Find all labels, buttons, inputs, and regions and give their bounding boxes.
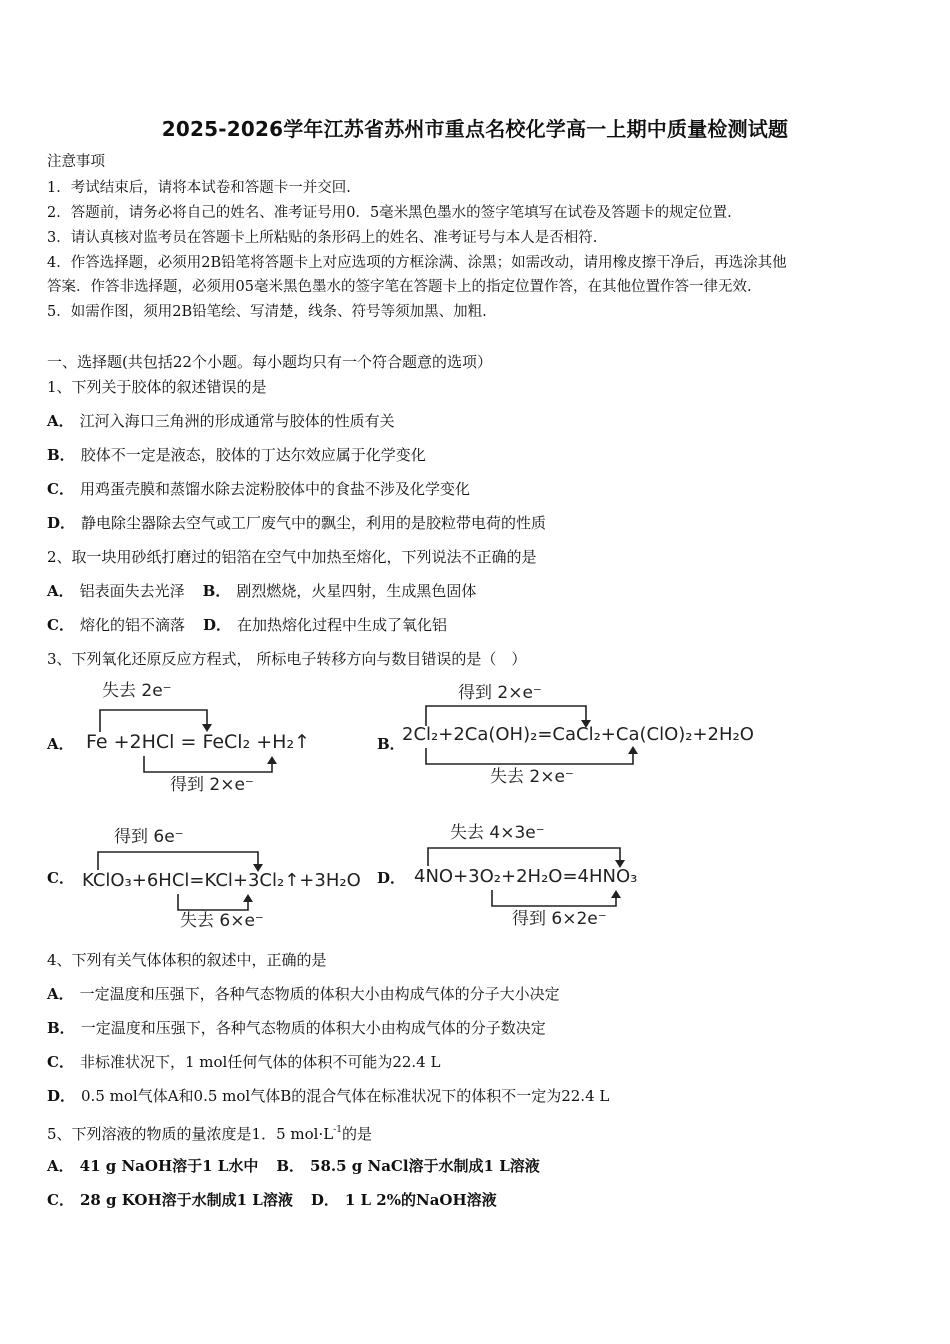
option-text: 1 L 2%的NaOH溶液 bbox=[344, 1191, 497, 1209]
arrow-head bbox=[611, 890, 621, 898]
question-1-option-c bbox=[47, 479, 470, 499]
question-1-stem: 1、下列关于胶体的叙述错误的是 bbox=[47, 378, 267, 396]
option-text: 0.5 mol气体A和0.5 mol气体B的混合气体在标准状况下的体积不一定为22.4 L bbox=[81, 1087, 610, 1105]
notice-item: 3．请认真核对监考员在答题卡上所粘贴的条形码上的姓名、准考证号与本人是否相符. bbox=[47, 230, 598, 246]
option-label: C． bbox=[47, 616, 74, 634]
question-5-options-cd bbox=[47, 1190, 497, 1210]
chemical-equation: 4NO+3O₂+2H₂O=4HNO₃ bbox=[414, 866, 638, 887]
option-label: A． bbox=[47, 1157, 74, 1175]
option-text: 剧烈燃烧，火星四射，生成黑色固体 bbox=[236, 582, 477, 600]
stem-text-end: 的是 bbox=[341, 1125, 372, 1143]
notice-item: 答案．作答非选择题，必须用05毫米黑色墨水的签字笔在答题卡上的指定位置作答，在其他位置作答一律无效. bbox=[47, 279, 752, 295]
option-label: D． bbox=[47, 1087, 76, 1105]
option-label: A． bbox=[47, 582, 74, 600]
option-label: D． bbox=[310, 1191, 339, 1209]
option-text: 在加热熔化过程中生成了氧化铝 bbox=[236, 616, 447, 634]
electron-transfer-bottom-label: 得到 2×e⁻ bbox=[170, 775, 254, 795]
notice-item: 4．作答选择题，必须用2B铅笔将答题卡上对应选项的方框涂满、涂黑；如需改动，请用橡皮擦干净后，再选涂其他 bbox=[47, 255, 787, 271]
equation-diagram-d bbox=[408, 816, 678, 934]
arrow-head bbox=[628, 746, 638, 754]
question-4-option-c bbox=[47, 1052, 440, 1072]
transfer-bracket-bottom bbox=[426, 748, 633, 764]
arrow-head bbox=[267, 756, 277, 764]
notice-heading: 注意事项 bbox=[47, 154, 105, 170]
transfer-bracket-bottom bbox=[492, 890, 616, 906]
question-4-stem: 4、下列有关气体体积的叙述中，正确的是 bbox=[47, 951, 327, 969]
stem-superscript: -1 bbox=[333, 1125, 342, 1135]
question-4-option-a bbox=[47, 984, 560, 1004]
transfer-bracket-top bbox=[98, 852, 258, 870]
electron-transfer-top-label: 得到 2×e⁻ bbox=[458, 683, 542, 703]
option-label: A． bbox=[47, 985, 74, 1003]
option-label: B． bbox=[47, 446, 75, 464]
question-5-stem bbox=[47, 1120, 372, 1144]
notice-item: 1．考试结束后，请将本试卷和答题卡一并交回. bbox=[47, 180, 351, 196]
electron-transfer-top-label: 失去 2e⁻ bbox=[102, 681, 172, 701]
option-label: B． bbox=[377, 735, 405, 753]
section-heading: 一、选择题(共包括22个小题。每小题均只有一个符合题意的选项） bbox=[47, 353, 492, 371]
notice-item: 5．如需作图，须用2B铅笔绘、写清楚，线条、符号等须加黑、加粗. bbox=[47, 304, 487, 320]
equation-diagram-b bbox=[398, 678, 778, 798]
transfer-bracket-top bbox=[100, 710, 207, 732]
question-5-options-ab bbox=[47, 1156, 540, 1176]
arrow-head bbox=[243, 894, 253, 902]
option-label: D． bbox=[47, 514, 76, 532]
option-label: C． bbox=[47, 1053, 74, 1071]
electron-transfer-bottom-label: 失去 6×e⁻ bbox=[180, 911, 264, 931]
option-text: 用鸡蛋壳膜和蒸馏水除去淀粉胶体中的食盐不涉及化学变化 bbox=[79, 480, 470, 498]
chemical-equation: 2Cl₂+2Ca(OH)₂=CaCl₂+Ca(ClO)₂+2H₂O bbox=[402, 724, 754, 745]
question-4-option-d bbox=[47, 1086, 609, 1106]
page-title: 2025-2026学年江苏省苏州市重点名校化学高一上期中质量检测试题 bbox=[161, 117, 789, 141]
option-label: C． bbox=[47, 869, 74, 887]
question-1-option-d bbox=[47, 513, 546, 533]
option-text: 静电除尘器除去空气或工厂废气中的飘尘，利用的是胶粒带电荷的性质 bbox=[81, 514, 547, 532]
option-text: 铝表面失去光泽 bbox=[79, 582, 185, 600]
equation-diagram-c bbox=[80, 818, 370, 933]
transfer-bracket-top bbox=[428, 848, 620, 866]
stem-text: 5、下列溶液的物质的量浓度是1．5 mol·L bbox=[47, 1125, 334, 1143]
transfer-bracket-bottom bbox=[178, 894, 248, 910]
option-text: 一定温度和压强下，各种气态物质的体积大小由构成气体的分子数决定 bbox=[80, 1019, 546, 1037]
electron-transfer-top-label: 失去 4×3e⁻ bbox=[450, 823, 545, 843]
question-3-stem: 3、下列氧化还原反应方程式， 所标电子转移方向与数目错误的是（ ） bbox=[47, 650, 527, 668]
question-1-option-b bbox=[47, 445, 426, 465]
option-label: B． bbox=[47, 1019, 75, 1037]
option-text: 胶体不一定是液态，胶体的丁达尔效应属于化学变化 bbox=[80, 446, 426, 464]
chemical-equation: KClO₃+6HCl=KCl+3Cl₂↑+3H₂O bbox=[82, 870, 361, 891]
notice-item: 2．答题前，请务必将自己的姓名、准考证号用0．5毫米黑色墨水的签字笔填写在试卷及答题卡的规定位置. bbox=[47, 205, 732, 221]
question-2-options-ab bbox=[47, 581, 476, 601]
option-label: C． bbox=[47, 480, 74, 498]
option-label: B． bbox=[202, 582, 231, 600]
option-text: 江河入海口三角洲的形成通常与胶体的性质有关 bbox=[79, 412, 395, 430]
option-label: D． bbox=[202, 616, 231, 634]
option-label: A． bbox=[47, 412, 74, 430]
option-label: A． bbox=[47, 735, 74, 753]
chemical-equation: Fe +2HCl = FeCl₂ +H₂↑ bbox=[86, 731, 310, 753]
electron-transfer-bottom-label: 失去 2×e⁻ bbox=[490, 767, 574, 787]
transfer-bracket-top bbox=[426, 706, 586, 726]
option-text: 58.5 g NaCl溶于水制成1 L溶液 bbox=[310, 1157, 540, 1175]
option-text: 熔化的铝不滴落 bbox=[79, 616, 185, 634]
equation-diagram-a bbox=[80, 678, 340, 798]
option-label: C． bbox=[47, 1191, 74, 1209]
option-label: D． bbox=[377, 869, 406, 887]
option-text: 非标准状况下，1 mol任何气体的体积不可能为22.4 L bbox=[79, 1053, 441, 1071]
electron-transfer-bottom-label: 得到 6×2e⁻ bbox=[512, 909, 607, 929]
option-label: B． bbox=[276, 1157, 305, 1175]
question-1-option-a bbox=[47, 411, 395, 431]
question-2-options-cd bbox=[47, 615, 447, 635]
option-text: 一定温度和压强下，各种气态物质的体积大小由构成气体的分子大小决定 bbox=[79, 985, 560, 1003]
electron-transfer-top-label: 得到 6e⁻ bbox=[114, 827, 184, 847]
option-text: 41 g NaOH溶于1 L水中 bbox=[79, 1157, 259, 1175]
question-4-option-b bbox=[47, 1018, 546, 1038]
question-2-stem: 2、取一块用砂纸打磨过的铝箔在空气中加热至熔化，下列说法不正确的是 bbox=[47, 548, 537, 566]
transfer-bracket-bottom bbox=[144, 756, 272, 772]
option-text: 28 g KOH溶于水制成1 L溶液 bbox=[79, 1191, 293, 1209]
